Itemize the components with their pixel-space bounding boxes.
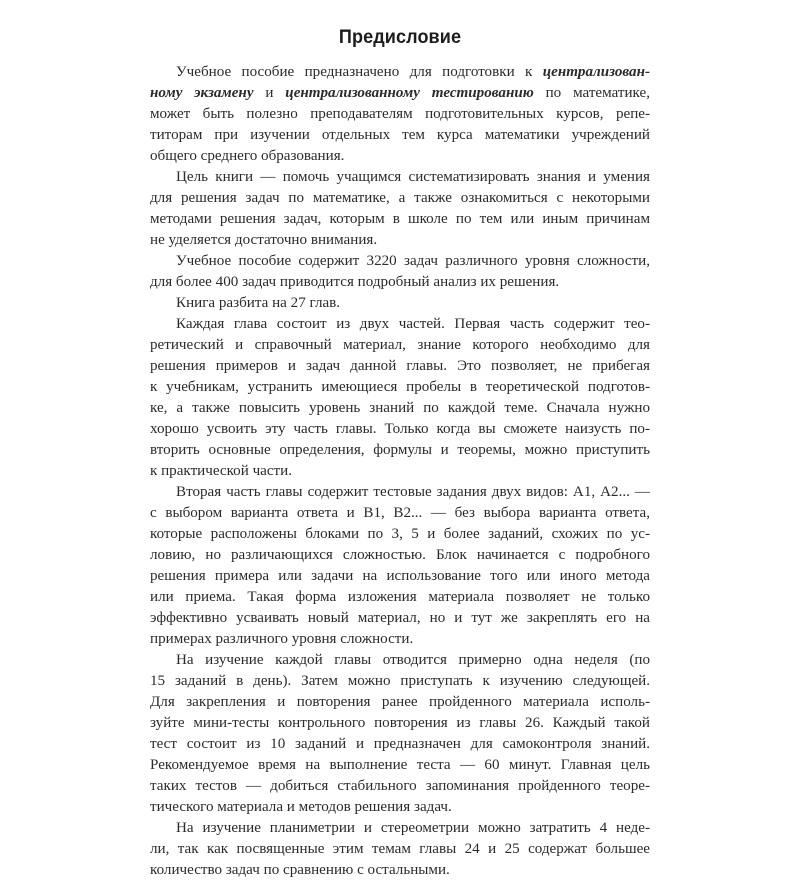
text-line: тест состоит из 10 заданий и предназначен для самоконтроля знаний. bbox=[150, 736, 650, 752]
paragraph-3 bbox=[150, 251, 650, 293]
emphasis-term: централизованному тестированию bbox=[285, 85, 534, 101]
text-line: примерах различного уровня сложности. bbox=[150, 631, 414, 647]
text-line: ловию, но различающихся сложностью. Блок начинается с подробного bbox=[150, 547, 650, 563]
page-title: Предисловие bbox=[338, 27, 462, 48]
text-line: или приема. Такая форма изложения материала позволяет не только bbox=[150, 589, 650, 605]
text-line: к практической части. bbox=[150, 463, 293, 479]
text-line: На изучение планиметрии и стереометрии можно затратить 4 неде- bbox=[176, 820, 650, 836]
text-line: Каждая глава состоит из двух частей. Первая часть содержит тео- bbox=[176, 316, 650, 332]
text-line: зуйте мини-тесты контрольного повторения из главы 26. Каждый такой bbox=[150, 715, 650, 731]
text-line: общего среднего образования. bbox=[150, 148, 345, 164]
text-line: вторить основные определения, формулы и теоремы, можно приступить bbox=[150, 442, 650, 458]
text-line: 15 заданий в день). Затем можно приступать к изучению следующей. bbox=[150, 673, 650, 689]
text-line: решения примеров и задач данной главы. Это позволяет, не прибегая bbox=[150, 358, 650, 374]
text-line: ке, а также повысить уровень знаний по каждой теме. Сначала нужно bbox=[150, 400, 650, 416]
text-line: Учебное пособие содержит 3220 задач различного уровня сложности, bbox=[176, 253, 650, 269]
text-line: Для закрепления и повторения ранее пройденного материала исполь- bbox=[150, 694, 650, 710]
text-line: Цель книги — помочь учащимся систематизировать знания и умения bbox=[176, 169, 650, 185]
text-line: может быть полезно преподавателям подготовительных курсов, репе- bbox=[150, 106, 650, 122]
text-line: Рекомендуемое время на выполнение теста — 60 минут. Главная цель bbox=[150, 757, 650, 773]
text-line: На изучение каждой главы отводится примерно одна неделя (по bbox=[176, 652, 650, 668]
text-line: Книга разбита на 27 глав. bbox=[176, 295, 341, 311]
text-line: титорам при изучении отдельных тем курса математики учреждений bbox=[150, 127, 650, 143]
emphasis-term: централизован- bbox=[542, 64, 650, 80]
paragraph-1 bbox=[150, 62, 650, 167]
text-line: которые расположены блоками по 3, 5 и более заданий, схожих по ус- bbox=[150, 526, 650, 542]
text-line: с выбором варианта ответа и В1, В2... — без выбора варианта ответа, bbox=[150, 505, 650, 521]
emphasis-term: ному экзамену bbox=[150, 85, 254, 101]
line-connector: и bbox=[253, 85, 286, 101]
text-line: количество задач по сравнению с остальными. bbox=[150, 862, 450, 878]
text-line: не уделяется достаточно внимания. bbox=[150, 232, 378, 248]
line-text: по математике, bbox=[533, 85, 650, 101]
text-line: таких тестов — добиться стабильного запоминания пройденного теоре- bbox=[150, 778, 650, 794]
paragraph-7 bbox=[150, 650, 650, 818]
paragraph-5 bbox=[150, 314, 650, 482]
line-text: Учебное пособие предназначено для подготовки к bbox=[176, 64, 543, 80]
paragraph-4 bbox=[150, 293, 650, 314]
text-line: Вторая часть главы содержит тестовые задания двух видов: А1, А2... — bbox=[176, 484, 650, 500]
body-text-column bbox=[150, 62, 650, 881]
paragraph-2 bbox=[150, 167, 650, 251]
text-line: решения примера или задачи на использование того или иного метода bbox=[150, 568, 650, 584]
text-line: для более 400 задач приводится подробный анализ их решения. bbox=[150, 274, 560, 290]
text-line: тического материала и методов решения задач. bbox=[150, 799, 452, 815]
paragraph-8 bbox=[150, 818, 650, 881]
text-line bbox=[150, 83, 650, 104]
text-line: для решения задач по математике, а также ознакомиться с некоторыми bbox=[150, 190, 650, 206]
text-line: эффективно усваивать новый материал, но и тут же закреплять его на bbox=[150, 610, 650, 626]
text-line: к учебникам, устранить имеющиеся пробелы в теоретической подготов- bbox=[150, 379, 650, 395]
text-line: методами решения задач, которым в школе по тем или иным причинам bbox=[150, 211, 650, 227]
text-line: хорошо усвоить эту часть главы. Только когда вы сможете наизусть по- bbox=[150, 421, 650, 437]
paragraph-6 bbox=[150, 482, 650, 650]
text-line bbox=[150, 62, 650, 83]
text-line: ретический и справочный материал, знание которого необходимо для bbox=[150, 337, 650, 353]
text-line: ли, так как посвященные этим темам главы 24 и 25 содержат большее bbox=[150, 841, 650, 857]
